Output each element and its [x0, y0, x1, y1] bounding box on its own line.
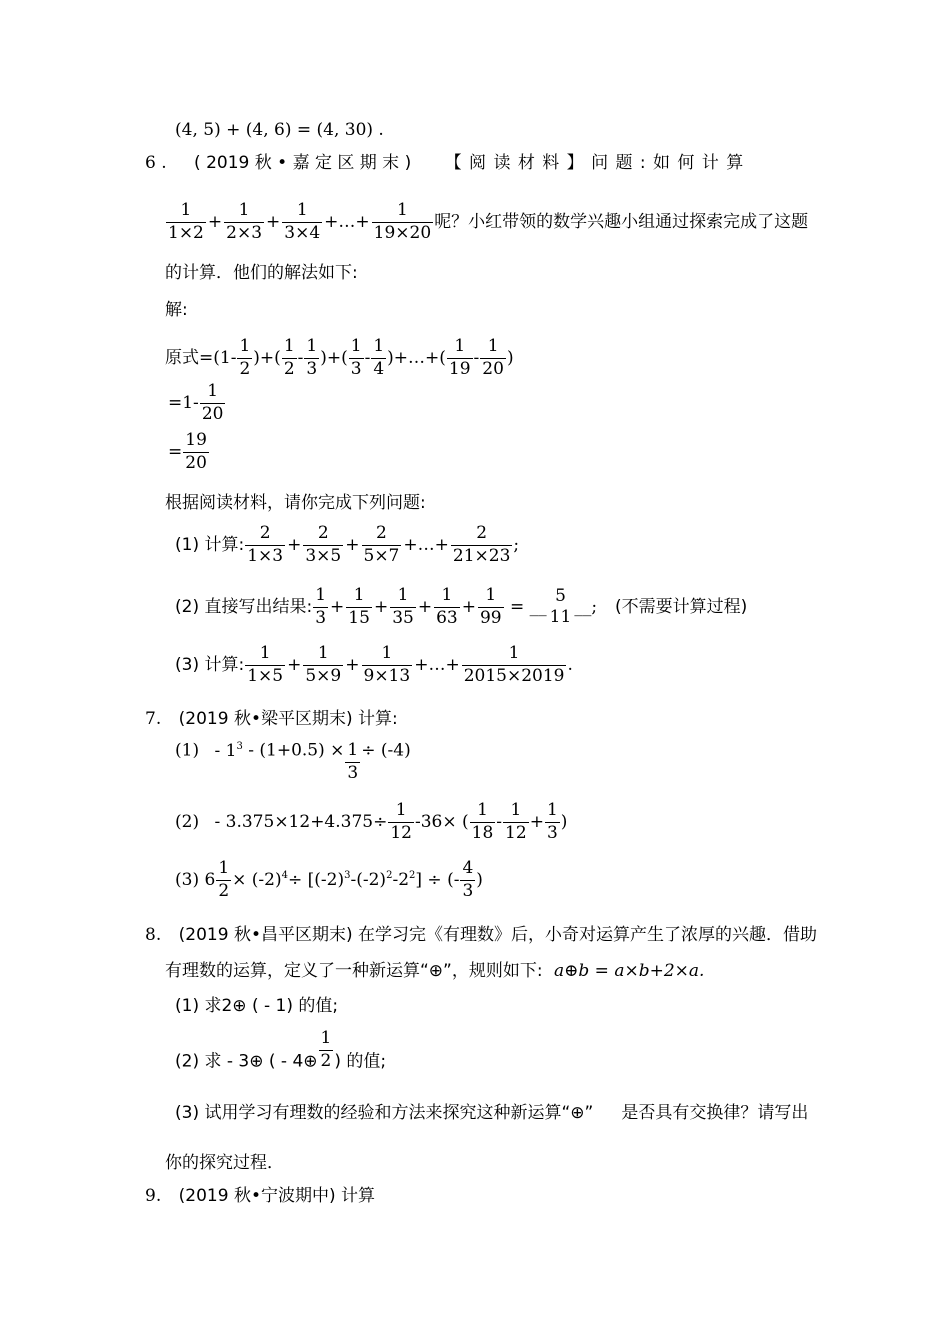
q6-text-cont: 的计算．他们的解法如下:	[165, 263, 358, 283]
q8-part-3: (3) 试用学习有理数的经验和方法来探究这种新运算“⊕” 是否具有交换律？请写出	[175, 1103, 809, 1123]
q9-header: 9. (2019 秋•宁波期中) 计算	[145, 1186, 376, 1206]
q6-lead: 【 阅 读 材 料 】 问 题 : 如 何 计 算	[444, 153, 745, 173]
q7-header: 7. (2019 秋•梁平区期末) 计算:	[145, 709, 398, 729]
q6-solution-line-1: 原式=(1- $\frac{1}{2}$ )+( $\frac{1}{2}$ - $\frac{1}{3}$ )+( $\frac{1}{3}$ - $\frac{1}{4}$ )+…+( $\frac{1}{19}$ - $\frac{1}{20}$ )	[165, 336, 514, 379]
q6-number: 6 .	[145, 153, 167, 173]
q8-line-2: 有理数的运算，定义了一种新运算“⊕”，规则如下: a⊕b = a×b+2×a.	[165, 961, 705, 981]
q8-part-1: (1) 求2⊕ ( - 1) 的值;	[175, 996, 339, 1016]
prev-result-line: (4, 5) + (4, 6) = (4, 30) .	[175, 120, 384, 140]
q7-part-1: $(1) - 1^3 - (1+0.5)$ × $\frac{1}{3}$ ÷ (-4)	[175, 740, 411, 783]
q8-rule: a⊕b = a×b+2×a.	[554, 961, 705, 981]
q6-header	[145, 155, 744, 172]
q6-solution-line-3: = $\frac{19}{20}$	[168, 430, 207, 473]
q6-solution-line-2: =1- $\frac{1}{20}$	[168, 381, 224, 424]
q6-part-2-answer: 5 11	[549, 585, 572, 628]
q6-sum-frac-3: $\frac{1}{3\times 4}$	[284, 200, 321, 243]
q8-part-3-cont: 你的探究过程．	[165, 1153, 284, 1173]
q6-part-1: (1) 计算: $\frac{2}{1\times 3}$ + $\frac{2}{3\times 5}$ + $\frac{2}{5\times 7}$ +…+ $\frac{2}{21\times 23}$ ;	[175, 523, 520, 566]
q6-sum-expression: $\frac{1}{1\times 2}$ + $\frac{1}{2\times 3}$ + $\frac{1}{3\times 4}$ +…+ $\frac{1}{19\times 20}$ 呢？小红带领的数学兴趣小组通过探索完成了这题	[168, 200, 809, 243]
q6-part-3: (3) 计算: $\frac{1}{1\times 5}$ + $\frac{1}{5\times 9}$ + $\frac{1}{9\times 13}$ +…+ $\frac{1}{2015\times 2019}$ .	[175, 643, 573, 686]
q7-part-2: (2) - 3.375×12+4.375÷ $\frac{1}{12}$ -36× ( $\frac{1}{18}$ - $\frac{1}{12}$ + $\frac{1}{3}$ )	[175, 800, 568, 843]
q8-part-2: (2) 求 - 3⊕ ( - 4⊕ $\frac{1}{2}$ ) 的值;	[175, 1028, 387, 1072]
q7-part-3: (3) 6 $\frac{1}{2}$ × $(-2)^4\div [(-2)^3-(-2)^2-2^2]$ ÷ (- $\frac{4}{3}$ )	[175, 858, 483, 901]
q6-solution-label: 解:	[165, 300, 188, 320]
q8-header: 8. (2019 秋•昌平区期末) 在学习完《有理数》后，小奇对运算产生了浓厚的兴趣．借助	[145, 925, 818, 945]
q6-prompt: 根据阅读材料，请你完成下列问题:	[165, 493, 426, 513]
q6-sum-frac-4: $\frac{1}{19\times 20}$	[373, 200, 432, 243]
q6-text-after: 呢？小红带领的数学兴趣小组通过探索完成了这题	[434, 211, 809, 232]
q6-sum-frac-2: $\frac{1}{2\times 3}$	[226, 200, 263, 243]
q6-sum-frac-1: $\frac{1}{1\times 2}$	[168, 200, 204, 243]
q6-part-2: (2) 直接写出结果: $\frac{1}{3}$ + $\frac{1}{15}$ + $\frac{1}{35}$ + $\frac{1}{63}$ + $\frac{1}{99}$ = __ 5 11 __; (不需要计算过程)	[175, 585, 748, 628]
q6-source: ( 2019 秋 • 嘉 定 区 期 末 )	[194, 153, 412, 173]
